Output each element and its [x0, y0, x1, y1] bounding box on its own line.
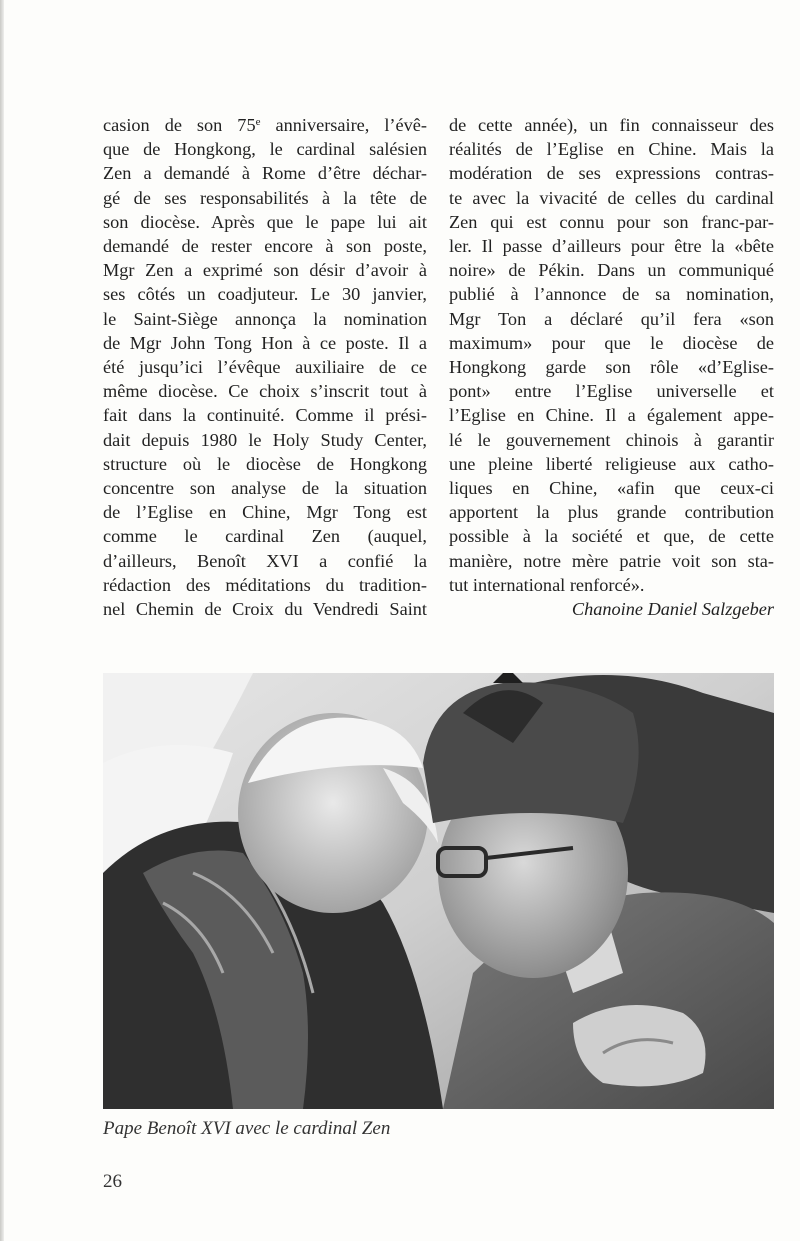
text-line: apportent la plus grande contribution [449, 502, 774, 523]
text-line: que de Hongkong, le cardinal salésien [103, 139, 427, 160]
text-line: rédaction des méditations du tradition- [103, 574, 427, 595]
text-line: pont» entre l’Eglise universelle et [449, 381, 774, 402]
text-line: possible à la société et que, de cette [449, 526, 774, 547]
text-line: Mgr Zen a exprimé son désir d’avoir à [103, 260, 427, 281]
text-line: dait depuis 1980 le Holy Study Center, [103, 429, 427, 450]
author-signature: Chanoine Daniel Salzgeber [571, 599, 774, 620]
page-edge-shadow [0, 0, 4, 1241]
text-line: gé de ses responsabilités à la tête de [103, 187, 427, 208]
text-line: modération de ses expressions contras- [449, 163, 774, 184]
text-line: manière, notre mère patrie voit son sta- [449, 550, 774, 571]
text-line: ses côtés un coadjuteur. Le 30 janvier, [103, 284, 427, 305]
photo-caption: Pape Benoît XVI avec le cardinal Zen [103, 1118, 391, 1139]
page-number: 26 [103, 1171, 122, 1192]
text-line: de cette année), un fin connaisseur des [449, 115, 774, 135]
text-line: le Saint-Siège annonça la nomination [103, 308, 427, 329]
text-line: même diocèse. Ce choix s’inscrit tout à [103, 381, 427, 402]
text-line: comme le cardinal Zen (auquel, [103, 526, 427, 547]
text-line: fait dans la continuité. Comme il prési- [103, 405, 427, 426]
text-line: réalités de l’Eglise en Chine. Mais la [449, 139, 774, 160]
text-line: lé le gouvernement chinois à garantir [449, 429, 774, 450]
text-line: son diocèse. Après que le pape lui ait [103, 211, 427, 232]
text-line: demandé de rester encore à son poste, [103, 236, 427, 257]
text-line: Zen qui est connu pour son franc-par- [449, 211, 774, 232]
text-line: ler. Il passe d’ailleurs pour être la «bête [449, 236, 774, 257]
text-line: liques en Chine, «afin que ceux-ci [449, 478, 774, 499]
text-line: Mgr Ton a déclaré qu’il fera «son [449, 308, 774, 329]
text-line: tut international renforcé». [449, 574, 645, 595]
text-line: l’Eglise en Chine. Il a également appe- [449, 405, 774, 426]
text-line: concentre son analyse de la situation [103, 478, 427, 499]
text-line: d’ailleurs, Benoît XVI a confié la [103, 550, 427, 571]
photo-pope-and-cardinal [103, 673, 774, 1109]
text-line: casion de son 75e anniversaire, l’évê- [103, 115, 427, 135]
text-line: de l’Eglise en Chine, Mgr Tong est [103, 502, 427, 523]
text-line: Hongkong garde son rôle «d’Eglise- [449, 357, 774, 378]
text-line: nel Chemin de Croix du Vendredi Saint [103, 599, 427, 620]
text-line: Zen a demandé à Rome d’être déchar- [103, 163, 427, 184]
article-left-column [103, 113, 427, 621]
text-line: de Mgr John Tong Hon à ce poste. Il a [103, 332, 427, 353]
article-right-column [449, 113, 774, 621]
text-line: noire» de Pékin. Dans un communiqué [449, 260, 774, 281]
text-line: une pleine liberté religieuse aux catho- [449, 453, 774, 474]
text-line: publié à l’annonce de sa nomination, [449, 284, 774, 305]
text-line: te avec la vivacité de celles du cardinal [449, 187, 774, 208]
text-line: structure où le diocèse de Hongkong [103, 453, 427, 474]
text-line: maximum» pour que le diocèse de [449, 332, 774, 353]
text-line: été jusqu’ici l’évêque auxiliaire de ce [103, 357, 427, 378]
